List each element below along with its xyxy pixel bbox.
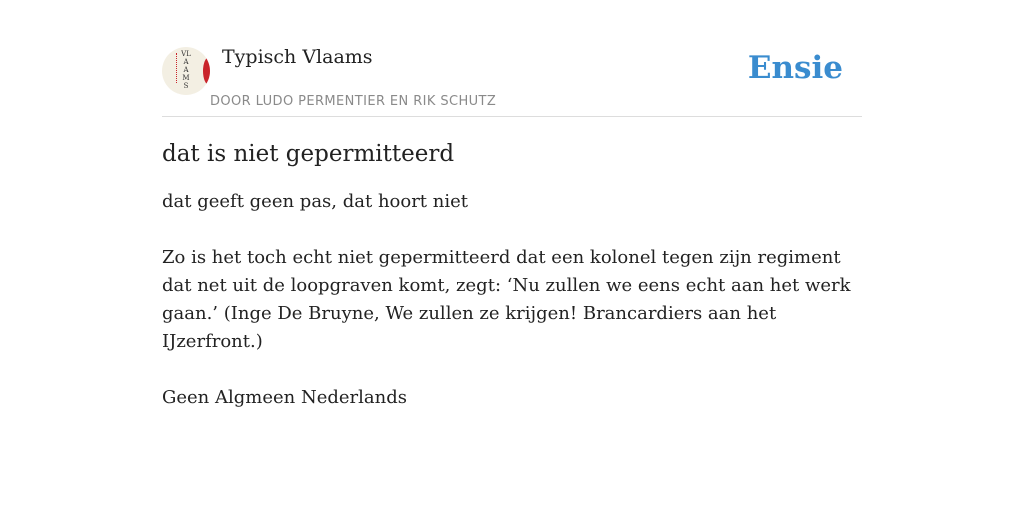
author-byline: DOOR LUDO PERMENTIER EN RIK SCHUTZ bbox=[210, 94, 497, 109]
book-cover-icon[interactable] bbox=[162, 47, 210, 95]
entry-title: dat is niet gepermitteerd bbox=[162, 141, 455, 167]
avatar-decoration bbox=[176, 53, 179, 83]
entry-content bbox=[162, 138, 862, 412]
avatar-letters: VLAAMS bbox=[181, 50, 191, 90]
avatar-red-mark bbox=[203, 57, 210, 85]
ensie-logo[interactable]: Ensie bbox=[747, 50, 843, 86]
entry-example: Zo is het toch echt niet gepermitteerd dat een kolonel tegen zijn regiment dat net uit de loopgraven komt, zegt: ‘Nu zullen we eens echt aan het werk gaan.’ (Inge De Bruyne, We zullen ze krijgen! Brancardiers aan het IJzerfront.) bbox=[162, 247, 851, 352]
entry-definition: dat geeft geen pas, dat hoort niet bbox=[162, 191, 468, 212]
entry-usage-note: Geen Algmeen Nederlands bbox=[162, 387, 407, 408]
book-title-link[interactable]: Typisch Vlaams bbox=[222, 46, 373, 68]
site-header bbox=[162, 44, 862, 117]
